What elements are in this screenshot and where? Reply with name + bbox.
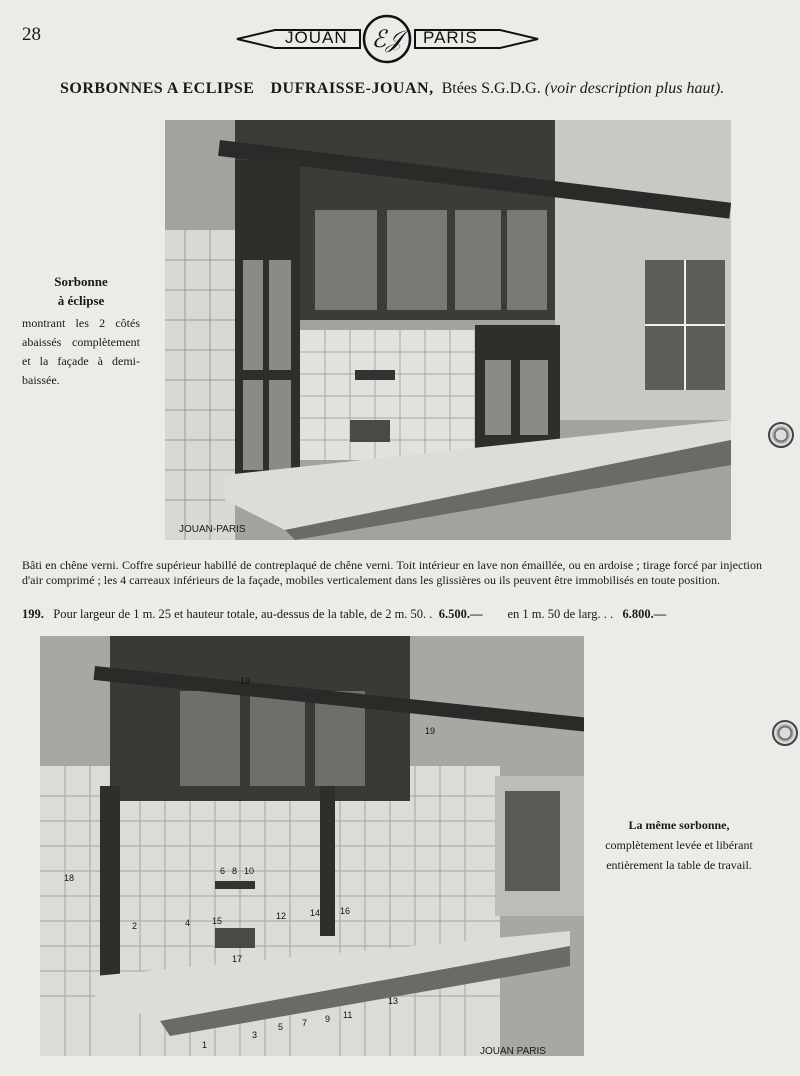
callout-label: 10 bbox=[244, 866, 255, 876]
callout-label: 19 bbox=[425, 726, 436, 736]
bottom-caption-title: La même sorbonne, bbox=[628, 818, 730, 832]
heading-product: SORBONNES A ECLIPSE bbox=[60, 80, 255, 97]
heading-maker: DUFRAISSE-JOUAN, bbox=[270, 80, 434, 97]
callout-label: 19 bbox=[240, 676, 251, 686]
heading-note: (voir description plus haut). bbox=[544, 80, 725, 97]
callout-label: 3 bbox=[252, 1030, 258, 1040]
callout-label: 11 bbox=[343, 1010, 353, 1020]
callout-label: 18 bbox=[64, 873, 75, 883]
svg-text:ℰ𝒥: ℰ𝒥 bbox=[371, 27, 403, 53]
photo-sorbonne-eclipse bbox=[165, 120, 731, 540]
callout-label: 4 bbox=[185, 918, 191, 928]
callout-label: 12 bbox=[276, 911, 287, 921]
price-value-2: 6.800.— bbox=[622, 607, 667, 621]
top-photo-caption bbox=[22, 272, 140, 390]
top-caption-title-2: à éclipse bbox=[57, 293, 105, 308]
heading-patent: Btées S.G.D.G. bbox=[441, 80, 541, 97]
bottom-photo-caption bbox=[604, 815, 754, 875]
price-ref: 199. bbox=[22, 607, 44, 621]
binder-hole-bottom bbox=[772, 720, 798, 746]
logo-word-right: PARIS bbox=[423, 28, 478, 47]
callout-label: 5 bbox=[278, 1022, 284, 1032]
callout-label: 17 bbox=[232, 954, 243, 964]
logo-word-left: JOUAN bbox=[285, 28, 348, 47]
callout-label: 13 bbox=[388, 996, 399, 1006]
photo-sorbonne-raised bbox=[40, 636, 584, 1056]
jouan-paris-logo bbox=[235, 14, 540, 64]
callout-label: 6 bbox=[220, 866, 226, 876]
callout-label: 1 bbox=[202, 1040, 208, 1050]
top-caption-body: montrant les 2 côtés abaissés complètement et la façade à demi-baissée. bbox=[22, 316, 140, 387]
top-photo-watermark: JOUAN-PARIS bbox=[179, 524, 246, 535]
callout-label: 7 bbox=[302, 1018, 308, 1028]
price-value-1: 6.500.— bbox=[438, 607, 483, 621]
price-text-1: Pour largeur de 1 m. 25 et hauteur totale, au-dessus de la table, de 2 m. 50. . bbox=[53, 607, 433, 621]
callout-label: 8 bbox=[232, 866, 238, 876]
top-caption-title-1: Sorbonne bbox=[54, 274, 108, 289]
callout-label: 2 bbox=[132, 921, 138, 931]
bottom-caption-body: complètement levée et libérant entièrement la table de travail. bbox=[605, 838, 753, 872]
callout-label: 16 bbox=[340, 906, 351, 916]
description-paragraph: Bâti en chêne verni. Coffre supérieur habillé de contreplaqué de chêne verni. Toit intérieur en lave non émaillée, ou en ardoise ; tirage forcé par injection d'air comprimé ; les 4 carreaux inférieurs de la façade, mobiles verticalement dans les glissières ou ils peuvent être immobilisés en toute position. bbox=[22, 558, 762, 587]
bottom-photo-watermark: JOUAN PARIS bbox=[480, 1046, 546, 1056]
callout-label: 9 bbox=[325, 1014, 331, 1024]
binder-hole-top bbox=[768, 422, 794, 448]
page-number: 28 bbox=[22, 24, 41, 45]
price-text-2: en 1 m. 50 de larg. . . bbox=[507, 607, 614, 621]
price-line bbox=[22, 607, 762, 622]
callout-label: 15 bbox=[212, 916, 223, 926]
page-heading bbox=[60, 80, 760, 98]
callout-label: 14 bbox=[310, 908, 321, 918]
